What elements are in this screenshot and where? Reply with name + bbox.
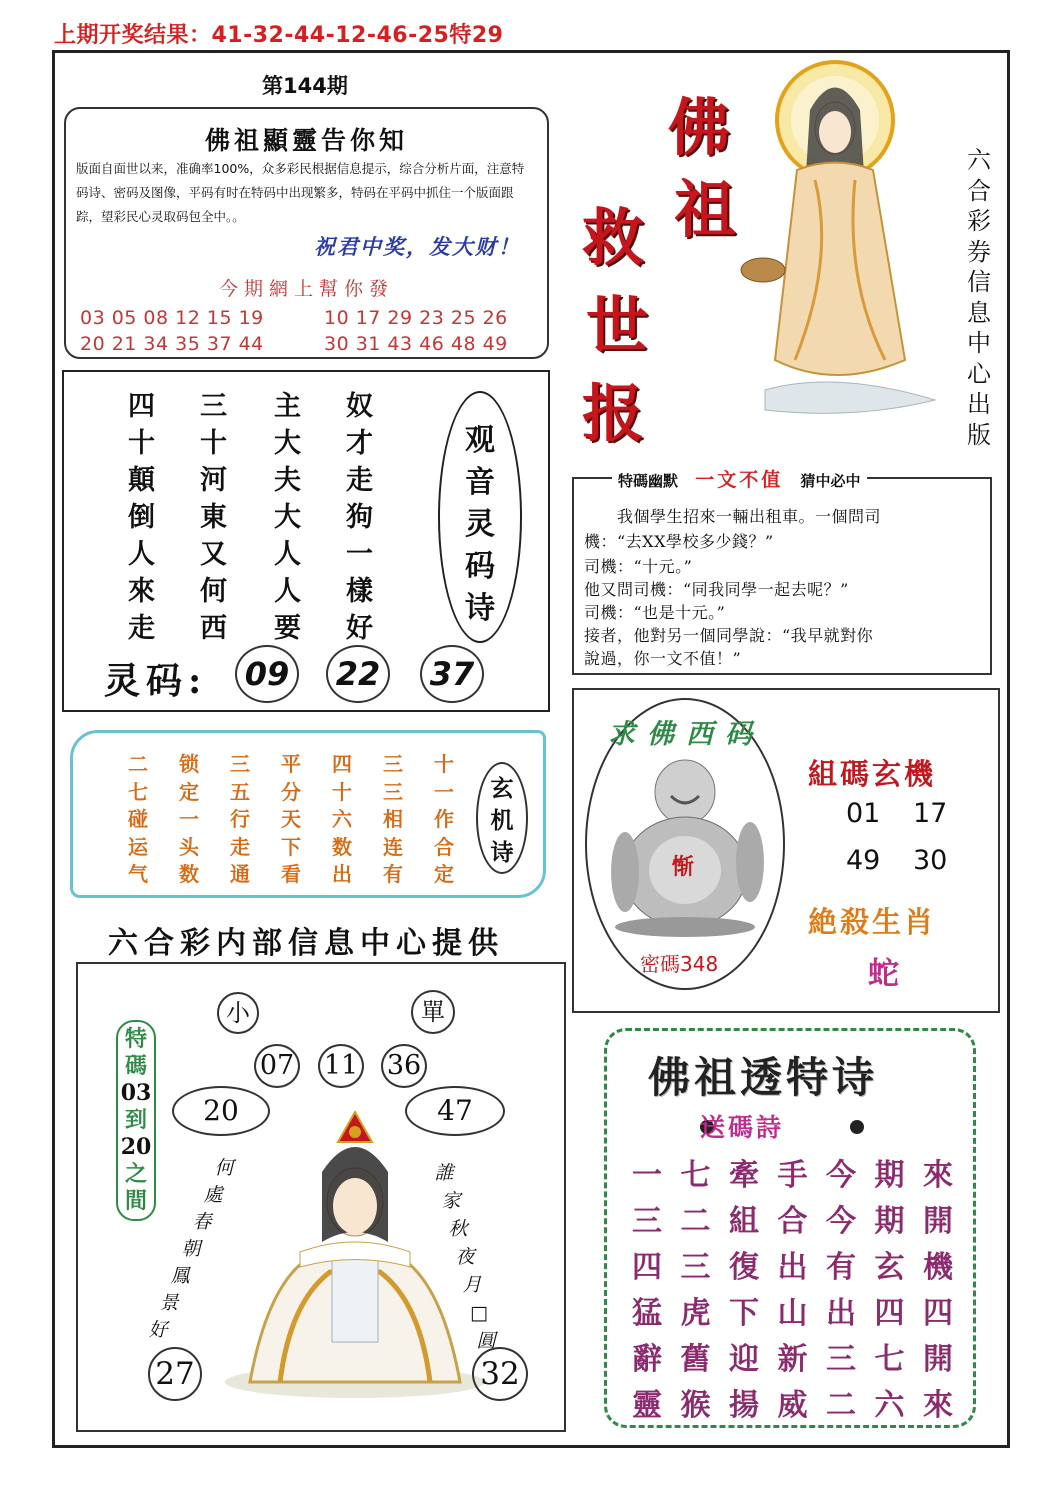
issue-number: 第144期 [262, 74, 348, 98]
publisher-char: 合 [967, 176, 991, 205]
xuanji-char: 出 [332, 862, 352, 886]
right-verse-char: □ [470, 1302, 488, 1324]
fotou-char: 今 [826, 1158, 856, 1193]
poem-char: 好 [346, 613, 373, 644]
notice-slogan: 祝君中奖，发大财！ [314, 235, 521, 259]
fotou-char: 猛 [632, 1296, 662, 1331]
left-verse-char: 春 [192, 1211, 212, 1233]
masthead-char: 世 [586, 289, 649, 362]
notice-paragraph: 版面自面世以来，准确率100%，众多彩民根据信息提示，综合分析片面，注意特码诗、密码及图像，平码有时在特码中出现繁多，特码在平码中抓住一个版面跟踪，望彩民心灵取码包全中。。 [76, 161, 525, 224]
zuma-number: 17 [913, 798, 948, 829]
joke-line: 我個學生招來一輛出租車。一個問司 [584, 507, 882, 526]
poem-char: 大 [274, 428, 301, 459]
numbers-right-row1: 10 17 29 23 25 26 [324, 307, 508, 329]
joke-line: 司機：“十元。” [584, 557, 693, 576]
fotou-char: 三 [680, 1250, 711, 1285]
jusha-value: 蛇 [868, 956, 899, 992]
poem-char: 河 [200, 465, 227, 496]
xuanji-char: 十 [332, 779, 352, 804]
poem-char: 要 [274, 613, 301, 644]
fotou-char: 合 [777, 1204, 808, 1239]
xuanji-char: 二 [128, 752, 148, 776]
masthead-char: 祖 [674, 173, 737, 246]
numbers-right-row2: 30 31 43 46 48 49 [324, 333, 508, 355]
xuanji-title-oval [476, 762, 528, 874]
xuanji-char: 一 [179, 807, 199, 831]
guanyin-poem-title-oval [438, 391, 522, 643]
tema-range-char: 20 [120, 1134, 152, 1160]
fotou-char: 開 [923, 1204, 953, 1239]
left-oval-number: 20 [172, 1086, 270, 1136]
tema-range-badge [116, 1020, 156, 1221]
fotou-char: 機 [923, 1250, 953, 1285]
zuma-number: 49 [846, 845, 881, 876]
secret-code: 密碼348 [640, 952, 719, 976]
bullet-right [850, 1120, 864, 1134]
fotou-char: 期 [874, 1158, 905, 1193]
publisher-char: 心 [967, 359, 991, 388]
xuanji-char: 数 [332, 834, 352, 859]
right-verse-char: 圓 [476, 1330, 496, 1352]
xuanji-title-char: 诗 [490, 840, 514, 866]
fotou-char: 威 [777, 1388, 808, 1423]
poem-char: 才 [346, 428, 373, 459]
fotou-char: 組 [729, 1204, 759, 1239]
joke-line: 接者，他對另一個同學說：“我早就對你 [584, 626, 874, 645]
numbers-left-row1: 03 05 08 12 15 19 [80, 307, 264, 329]
xuanji-char: 连 [383, 834, 403, 859]
xuanji-char: 三 [230, 752, 250, 776]
provider-text: 六合彩内部信息中心提供 [108, 926, 504, 961]
fotou-char: 出 [826, 1296, 856, 1331]
seated-guanyin-illustration [210, 1102, 500, 1400]
joke-head-left: 特碼幽默 [618, 472, 679, 490]
fotou-char: 有 [826, 1250, 856, 1285]
fotou-subtitle: 送碼詩 [700, 1113, 785, 1142]
tema-range-char: 間 [124, 1188, 147, 1214]
fotou-char: 七 [874, 1342, 905, 1377]
poem-char: 主 [274, 391, 301, 422]
publisher-vertical [964, 145, 994, 450]
xuanji-char: 走 [230, 834, 250, 859]
xuanji-char: 一 [434, 779, 454, 804]
standing-guanyin-illustration [735, 60, 960, 430]
publisher-char: 出 [967, 390, 991, 418]
masthead-char: 报 [582, 377, 645, 450]
buddha-arc-text: 求佛西码 [608, 719, 764, 750]
publisher-char: 券 [967, 237, 991, 266]
poem-char: 人 [274, 539, 301, 570]
previous-result: 上期开奖结果：41-32-44-12-46-25特29 [54, 23, 504, 48]
xuanji-char: 通 [230, 862, 250, 886]
lingma-number: 09 [235, 645, 299, 703]
left-verse-char: 景 [159, 1292, 179, 1314]
poem-title-char: 灵 [465, 507, 495, 542]
publisher-char: 彩 [967, 207, 991, 235]
right-oval-number: 47 [405, 1086, 505, 1136]
fotou-char: 復 [729, 1250, 759, 1285]
zuma-number: 01 [846, 798, 881, 829]
tema-range-char: 特 [124, 1026, 147, 1052]
xuanji-char: 合 [434, 834, 454, 859]
right-verse-char: 誰 [434, 1162, 454, 1184]
xuanji-char: 相 [383, 807, 403, 831]
lingma-number: 37 [420, 645, 484, 703]
left-verse-char: 朝 [181, 1238, 201, 1260]
bottom-left-number: 27 [148, 1347, 202, 1401]
joke-head-right: 猜中必中 [800, 472, 861, 490]
fotou-char: 來 [923, 1158, 953, 1193]
tema-range-char: 03 [120, 1080, 152, 1106]
xuanji-char: 碰 [128, 807, 148, 831]
poem-char: 西 [200, 613, 227, 644]
notice-title: 佛祖顯靈告你知 [204, 126, 408, 155]
xuanji-char: 行 [230, 807, 250, 831]
notice-box [64, 107, 549, 359]
xuanji-char: 天 [281, 807, 301, 831]
fotou-char: 三 [632, 1204, 662, 1239]
poem-char: 東 [200, 502, 227, 533]
lingma-number: 22 [326, 645, 390, 703]
buddha-seal: 惭 [672, 855, 695, 880]
publisher-char: 版 [967, 420, 991, 449]
xuanji-char: 定 [434, 862, 454, 886]
publisher-char: 信 [967, 268, 991, 296]
jusha-title: 絶殺生肖 [808, 905, 937, 939]
poem-char: 倒 [128, 502, 155, 533]
fotou-char: 七 [680, 1158, 711, 1193]
fotou-char: 山 [777, 1296, 808, 1331]
xuanji-title-char: 玄 [490, 776, 514, 802]
left-verse-char: 處 [203, 1184, 223, 1206]
fotou-char: 二 [826, 1388, 856, 1423]
publisher-char: 息 [967, 298, 991, 327]
poem-char: 奴 [346, 391, 373, 422]
poem-title-char: 诗 [465, 591, 495, 626]
xuanji-char: 四 [332, 752, 352, 776]
zuma-number: 30 [913, 845, 948, 876]
top-number: 07 [254, 1044, 300, 1088]
poem-char: 來 [128, 576, 155, 607]
lingma-label: 灵码: [104, 660, 208, 702]
poem-title-char: 音 [465, 465, 495, 500]
fotou-char: 來 [923, 1388, 953, 1423]
right-verse-char: 夜 [455, 1246, 475, 1268]
fotou-char: 二 [680, 1204, 711, 1239]
small-circle: 小 [217, 992, 259, 1034]
joke-line: 機：“去XX學校多少錢？” [584, 532, 774, 551]
xuanji-char: 头 [179, 834, 199, 859]
left-verse-char: 好 [148, 1319, 168, 1341]
fotou-char: 期 [874, 1204, 905, 1239]
fotou-char: 牽 [729, 1158, 759, 1193]
joke-header [612, 465, 867, 492]
notice-subtitle: 今期網上幫你發 [218, 278, 394, 300]
single-circle: 單 [411, 990, 455, 1034]
tema-range-char: 之 [124, 1161, 147, 1187]
xuanji-char: 三 [383, 752, 403, 776]
bottom-right-number: 32 [472, 1347, 528, 1401]
poem-char: 走 [128, 613, 155, 644]
xuanji-char: 作 [434, 807, 454, 831]
fotou-char: 今 [826, 1204, 856, 1239]
poem-char: 四 [128, 391, 155, 422]
right-verse-char: 秋 [448, 1218, 468, 1240]
poem-char: 十 [200, 428, 227, 459]
fotou-char: 四 [632, 1250, 662, 1285]
joke-head-title: 一文不值 [695, 469, 784, 491]
fotou-char: 手 [777, 1158, 808, 1193]
fotou-char: 三 [826, 1342, 856, 1377]
poem-char: 一 [346, 539, 373, 570]
fotou-char: 開 [923, 1342, 953, 1377]
fotou-char: 一 [632, 1158, 662, 1193]
poem-char: 樣 [346, 576, 373, 607]
xuanji-char: 五 [230, 779, 250, 804]
xuanji-char: 有 [383, 862, 403, 886]
numbers-left-row2: 20 21 34 35 37 44 [80, 333, 264, 355]
xuanji-char: 锁 [179, 752, 199, 776]
zuma-title: 組碼玄機 [808, 757, 937, 791]
fotou-char: 六 [874, 1388, 905, 1423]
fotou-char: 玄 [874, 1250, 905, 1285]
poem-char: 三 [200, 391, 227, 422]
fotou-char: 揚 [729, 1388, 759, 1423]
poem-char: 人 [274, 576, 301, 607]
fotou-char: 新 [777, 1342, 808, 1377]
poem-title-char: 码 [465, 549, 495, 584]
publisher-char: 六 [967, 146, 991, 174]
fotou-char: 迎 [729, 1342, 759, 1377]
xuanji-char: 十 [434, 752, 454, 776]
xuanji-char: 分 [281, 779, 301, 804]
poem-char: 夫 [274, 465, 301, 496]
left-verse-char: 鳳 [170, 1265, 190, 1287]
poem-char: 狗 [346, 502, 373, 533]
right-verse-char: 月 [462, 1274, 482, 1296]
xuanji-char: 气 [128, 862, 148, 886]
joke-line: 他又問司機：“同我同學一起去呢？” [584, 580, 849, 599]
poem-char: 人 [128, 539, 155, 570]
joke-line: 說過，你一文不值！” [584, 649, 742, 668]
fotou-char: 出 [777, 1250, 808, 1285]
left-verse-char: 何 [214, 1157, 234, 1179]
publisher-char: 中 [967, 329, 991, 357]
fotou-char: 辭 [632, 1342, 662, 1377]
fotou-char: 虎 [680, 1296, 711, 1331]
joke-line: 司機：“也是十元。” [584, 603, 726, 622]
poem-char: 何 [200, 576, 227, 607]
top-number: 36 [381, 1044, 427, 1088]
tema-range-char: 到 [124, 1107, 147, 1133]
poem-char: 十 [128, 428, 155, 459]
fotou-title: 佛祖透特诗 [648, 1053, 879, 1102]
fotou-char: 下 [729, 1296, 759, 1331]
xuanji-char: 平 [281, 752, 301, 776]
xuanji-char: 定 [179, 779, 199, 804]
xuanji-title-char: 机 [490, 808, 514, 834]
fotou-char: 猴 [680, 1388, 711, 1423]
xuanji-char: 六 [332, 807, 352, 831]
poem-title-char: 观 [465, 423, 495, 458]
masthead-char: 佛 [668, 91, 731, 164]
top-number: 11 [318, 1044, 364, 1088]
poem-char: 顛 [128, 465, 155, 496]
fotou-char: 四 [923, 1296, 953, 1331]
poem-char: 又 [200, 539, 227, 570]
poem-char: 走 [346, 465, 373, 496]
xuanji-char: 运 [128, 834, 148, 859]
xuanji-char: 看 [281, 862, 301, 886]
xuanji-char: 数 [179, 862, 199, 886]
fotou-char: 靈 [632, 1388, 662, 1423]
fotou-char: 舊 [680, 1342, 711, 1377]
poem-char: 大 [274, 502, 301, 533]
xuanji-char: 七 [128, 779, 148, 804]
laughing-buddha-illustration [605, 752, 770, 937]
xuanji-char: 三 [383, 779, 403, 804]
right-verse-char: 家 [441, 1190, 461, 1212]
fotou-char: 四 [874, 1296, 905, 1331]
xuanji-char: 下 [281, 834, 301, 859]
masthead-char: 救 [582, 201, 645, 274]
tema-range-char: 碼 [124, 1053, 147, 1079]
